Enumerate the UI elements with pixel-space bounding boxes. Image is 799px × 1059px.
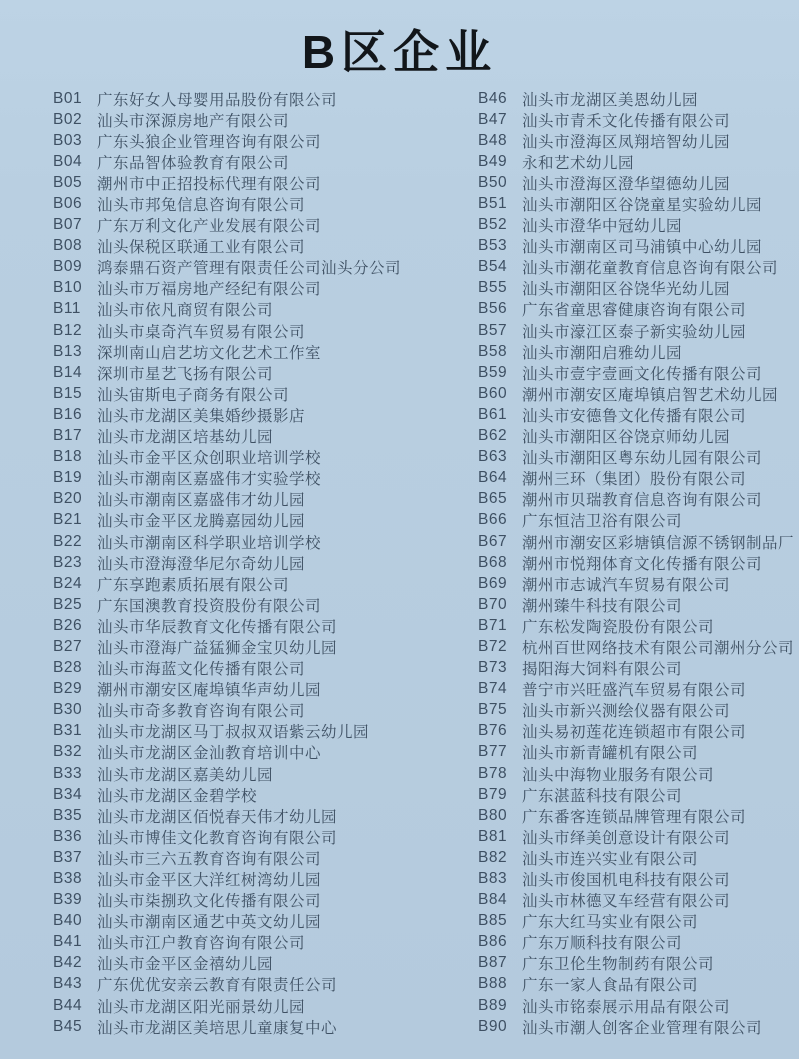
list-item [53,721,463,742]
list-item [53,531,463,552]
entry-id: B09 [53,258,83,276]
list-item [53,805,463,826]
entry-id: B77 [478,743,508,761]
entry-name: 汕头市潮南区嘉盛伟才实验学校 [97,471,322,489]
entry-id: B60 [478,384,508,402]
entry-name: 广东一家人食品有限公司 [522,977,699,995]
list-item [478,763,796,784]
entry-id: B34 [53,785,83,803]
list-item [478,489,796,510]
entry-id: B46 [478,89,508,107]
entry-id: B61 [478,405,508,423]
entry-id: B13 [53,342,83,360]
list-item [53,468,463,489]
entry-name: 汕头市濠江区泰子新实验幼儿园 [522,323,747,341]
entry-name: 汕头市绎美创意设计有限公司 [522,829,731,847]
list-item [478,193,796,214]
entry-id: B56 [478,300,508,318]
list-item [53,826,463,847]
list-item [53,426,463,447]
entry-name: 广东享跑素质拓展有限公司 [97,576,290,594]
list-item [53,847,463,868]
entry-id: B35 [53,806,83,824]
list-item [478,615,796,636]
entry-name: 汕头市龙湖区阳光丽景幼儿园 [97,998,306,1016]
entry-name: 潮州市中正招投标代理有限公司 [97,175,322,193]
list-item [53,573,463,594]
list-item [53,615,463,636]
entry-name: 汕头市潮阳区粤东幼儿园有限公司 [522,450,763,468]
entry-name: 汕头市潮人创客企业管理有限公司 [522,1019,763,1037]
entry-name: 深圳南山启艺坊文化艺术工作室 [97,344,322,362]
enterprise-column-left [53,88,463,1037]
entry-name: 汕头市龙湖区美恩幼儿园 [522,91,699,109]
list-item [53,193,463,214]
entry-name: 汕头市澄海澄华尼尔奇幼儿园 [97,555,306,573]
list-item [53,932,463,953]
list-item [478,215,796,236]
entry-id: B27 [53,637,83,655]
list-item [53,362,463,383]
entry-id: B53 [478,237,508,255]
list-item [53,552,463,573]
list-item [53,890,463,911]
entry-id: B78 [478,764,508,782]
entry-id: B23 [53,553,83,571]
entry-name: 汕头市潮南区科学职业培训学校 [97,534,322,552]
entry-name: 汕头市龙湖区马丁叔叔双语紫云幼儿园 [97,724,370,742]
list-item [53,130,463,151]
list-item [478,383,796,404]
entry-id: B40 [53,912,83,930]
entry-name: 汕头易初莲花连锁超市有限公司 [522,724,747,742]
entry-name: 汕头市金平区龙腾嘉园幼儿园 [97,513,306,531]
entry-name: 汕头市潮阳区谷饶京师幼儿园 [522,429,731,447]
list-item [478,531,796,552]
entry-id: B52 [478,216,508,234]
entry-name: 汕头市潮南区司马浦镇中心幼儿园 [522,239,763,257]
list-item [53,383,463,404]
entry-name: 广东好女人母婴用品股份有限公司 [97,91,338,109]
entry-name: 汕头市新兴测绘仪器有限公司 [522,703,731,721]
entry-id: B44 [53,996,83,1014]
list-item [53,320,463,341]
list-item [478,594,796,615]
list-item [53,215,463,236]
list-item [53,299,463,320]
entry-name: 汕头市江户教育咨询有限公司 [97,935,306,953]
entry-id: B03 [53,131,83,149]
entry-name: 汕头市邦兔信息咨询有限公司 [97,197,306,215]
list-item [53,868,463,889]
entry-id: B42 [53,954,83,972]
list-item [53,995,463,1016]
entry-name: 汕头市金平区众创职业培训学校 [97,450,322,468]
entry-name: 汕头市龙湖区金碧学校 [97,787,258,805]
entry-id: B45 [53,1017,83,1035]
entry-name: 汕头市潮阳启雅幼儿园 [522,344,683,362]
entry-id: B64 [478,469,508,487]
list-item [478,151,796,172]
list-item [53,742,463,763]
entry-name: 汕头市金平区金禧幼儿园 [97,956,274,974]
list-item [53,763,463,784]
list-item [478,826,796,847]
list-item [53,151,463,172]
entry-id: B07 [53,216,83,234]
list-item [53,700,463,721]
entry-id: B48 [478,131,508,149]
list-item [53,109,463,130]
list-item [478,890,796,911]
entry-name: 广东卫伦生物制药有限公司 [522,956,715,974]
entry-name: 汕头市三六五教育咨询有限公司 [97,850,322,868]
entry-id: B54 [478,258,508,276]
entry-name: 汕头市澄海区凤翔培智幼儿园 [522,133,731,151]
entry-name: 汕头市潮花童教育信息咨询有限公司 [522,260,779,278]
entry-name: 广东湛蓝科技有限公司 [522,787,683,805]
entry-name: 汕头市依凡商贸有限公司 [97,302,274,320]
list-item [53,236,463,257]
entry-name: 深圳市星艺飞扬有限公司 [97,365,274,383]
list-item [53,974,463,995]
entry-id: B39 [53,891,83,909]
list-item [478,552,796,573]
list-item [478,847,796,868]
entry-id: B21 [53,511,83,529]
list-item [478,299,796,320]
entry-name: 广东头狼企业管理咨询有限公司 [97,133,322,151]
list-item [478,236,796,257]
list-item [53,953,463,974]
entry-id: B83 [478,870,508,888]
list-item [478,468,796,489]
entry-name: 汕头保税区联通工业有限公司 [97,239,306,257]
entry-id: B69 [478,574,508,592]
entry-id: B41 [53,933,83,951]
list-item [478,341,796,362]
entry-id: B70 [478,595,508,613]
entry-name: 揭阳海大饲料有限公司 [522,661,683,679]
enterprise-column-right [478,88,796,1037]
list-item [478,320,796,341]
entry-name: 广东万利文化产业发展有限公司 [97,218,322,236]
list-item [478,257,796,278]
list-item [478,868,796,889]
entry-name: 永和艺术幼儿园 [522,154,635,172]
entry-name: 潮州市志诚汽车贸易有限公司 [522,576,731,594]
list-item [478,911,796,932]
entry-name: 汕头市潮南区通艺中英文幼儿园 [97,914,322,932]
list-item [478,109,796,130]
entry-name: 汕头市奇多教育咨询有限公司 [97,703,306,721]
entry-id: B73 [478,659,508,677]
entry-name: 汕头市澄海区澄华望德幼儿园 [522,175,731,193]
list-item [53,510,463,531]
entry-name: 汕头市新青罐机有限公司 [522,745,699,763]
entry-id: B05 [53,173,83,191]
entry-id: B62 [478,427,508,445]
entry-name: 广东品智体验教育有限公司 [97,154,290,172]
entry-id: B89 [478,996,508,1014]
entry-id: B88 [478,975,508,993]
entry-id: B50 [478,173,508,191]
entry-name: 汕头中海物业服务有限公司 [522,766,715,784]
list-item [478,362,796,383]
list-item [478,742,796,763]
entry-name: 汕头市华辰教育文化传播有限公司 [97,618,338,636]
entry-id: B15 [53,384,83,402]
entry-id: B29 [53,680,83,698]
entry-id: B58 [478,342,508,360]
list-item [478,679,796,700]
entry-name: 汕头市海蓝文化传播有限公司 [97,661,306,679]
list-item [478,573,796,594]
page-title: B区企业 [301,26,498,78]
entry-id: B74 [478,680,508,698]
entry-id: B18 [53,448,83,466]
entry-id: B08 [53,237,83,255]
list-item [53,1016,463,1037]
list-item [53,278,463,299]
entry-id: B80 [478,806,508,824]
list-item [478,404,796,425]
entry-id: B04 [53,152,83,170]
entry-name: 汕头市青禾文化传播有限公司 [522,112,731,130]
entry-name: 广东番客连锁品牌管理有限公司 [522,808,747,826]
entry-name: 广东万顺科技有限公司 [522,935,683,953]
entry-name: 汕头市林德叉车经营有限公司 [522,893,731,911]
entry-id: B01 [53,89,83,107]
entry-id: B87 [478,954,508,972]
entry-name: 汕头市万福房地产经纪有限公司 [97,281,322,299]
list-item [478,805,796,826]
list-item [478,995,796,1016]
list-item [478,278,796,299]
entry-name: 潮州三环（集团）股份有限公司 [522,471,747,489]
list-item [478,510,796,531]
entry-name: 汕头市龙湖区培基幼儿园 [97,429,274,447]
entry-id: B30 [53,701,83,719]
list-item [478,721,796,742]
entry-id: B76 [478,722,508,740]
entry-id: B33 [53,764,83,782]
entry-name: 汕头市龙湖区嘉美幼儿园 [97,766,274,784]
entry-id: B59 [478,363,508,381]
list-item [478,658,796,679]
entry-name: 杭州百世网络技术有限公司潮州分公司 [522,639,795,657]
entry-name: 汕头市桌奇汽车贸易有限公司 [97,323,306,341]
list-item [478,1016,796,1037]
entry-id: B66 [478,511,508,529]
entry-name: 广东国澳教育投资股份有限公司 [97,597,322,615]
list-item [478,636,796,657]
list-item [53,404,463,425]
list-item [53,172,463,193]
list-item [53,447,463,468]
entry-id: B02 [53,110,83,128]
entry-name: 潮州市悦翔体育文化传播有限公司 [522,555,763,573]
entry-name: 潮州臻牛科技有限公司 [522,597,683,615]
entry-name: 汕头市壹宇壹画文化传播有限公司 [522,365,763,383]
entry-id: B43 [53,975,83,993]
entry-id: B14 [53,363,83,381]
entry-id: B36 [53,827,83,845]
entry-name: 汕头市龙湖区佰悦春天伟才幼儿园 [97,808,338,826]
list-item [478,953,796,974]
entry-name: 广东松发陶瓷股份有限公司 [522,618,715,636]
entry-id: B72 [478,637,508,655]
entry-id: B12 [53,321,83,339]
list-item [478,974,796,995]
entry-id: B85 [478,912,508,930]
entry-id: B82 [478,848,508,866]
entry-id: B51 [478,195,508,213]
entry-id: B31 [53,722,83,740]
entry-name: 广东恒洁卫浴有限公司 [522,513,683,531]
entry-name: 鸿泰鼎石资产管理有限责任公司汕头分公司 [97,260,402,278]
entry-name: 汕头市潮南区嘉盛伟才幼儿园 [97,492,306,510]
entry-id: B55 [478,279,508,297]
entry-name: 广东省童思睿健康咨询有限公司 [522,302,747,320]
entry-id: B67 [478,532,508,550]
entry-id: B65 [478,490,508,508]
entry-id: B47 [478,110,508,128]
entry-name: 汕头市潮阳区谷饶童星实验幼儿园 [522,197,763,215]
entry-id: B11 [53,300,81,318]
entry-name: 汕头市博佳文化教育咨询有限公司 [97,829,338,847]
entry-id: B20 [53,490,83,508]
entry-name: 汕头市龙湖区美培思儿童康复中心 [97,1019,338,1037]
entry-id: B84 [478,891,508,909]
list-item [53,88,463,109]
entry-name: 汕头市澄海广益猛狮金宝贝幼儿园 [97,639,338,657]
list-item [478,88,796,109]
list-item [478,426,796,447]
entry-name: 潮州市潮安区彩塘镇信源不锈钢制品厂 [522,534,795,552]
entry-name: 广东优优安亲云教育有限责任公司 [97,977,338,995]
list-item [478,447,796,468]
list-item [53,658,463,679]
entry-name: 汕头市潮阳区谷饶华光幼儿园 [522,281,731,299]
entry-name: 汕头市澄华中冠幼儿园 [522,218,683,236]
list-item [53,784,463,805]
entry-id: B68 [478,553,508,571]
list-item [478,784,796,805]
entry-name: 汕头市金平区大洋红树湾幼儿园 [97,872,322,890]
entry-id: B79 [478,785,508,803]
entry-id: B17 [53,427,83,445]
list-item [53,679,463,700]
entry-name: 汕头市铭泰展示用品有限公司 [522,998,731,1016]
entry-name: 汕头市深源房地产有限公司 [97,112,290,130]
entry-name: 潮州市潮安区庵埠镇启智艺术幼儿园 [522,386,779,404]
entry-id: B06 [53,195,83,213]
entry-id: B63 [478,448,508,466]
entry-name: 汕头市安德鲁文化传播有限公司 [522,407,747,425]
entry-name: 潮州市贝瑞教育信息咨询有限公司 [522,492,763,510]
entry-id: B25 [53,595,83,613]
list-item [53,489,463,510]
entry-id: B19 [53,469,83,487]
list-item [53,341,463,362]
entry-id: B86 [478,933,508,951]
entry-id: B10 [53,279,83,297]
list-item [478,130,796,151]
list-item [53,257,463,278]
list-item [478,172,796,193]
entry-name: 汕头市连兴实业有限公司 [522,850,699,868]
entry-id: B22 [53,532,83,550]
entry-id: B49 [478,152,508,170]
entry-id: B24 [53,574,83,592]
entry-id: B37 [53,848,83,866]
entry-id: B28 [53,659,83,677]
entry-name: 潮州市潮安区庵埠镇华声幼儿园 [97,682,322,700]
list-item [478,700,796,721]
entry-id: B57 [478,321,508,339]
entry-name: 普宁市兴旺盛汽车贸易有限公司 [522,682,747,700]
entry-id: B71 [478,616,508,634]
list-item [53,594,463,615]
entry-name: 汕头市柒捌玖文化传播有限公司 [97,893,322,911]
entry-id: B16 [53,405,83,423]
entry-name: 汕头宙斯电子商务有限公司 [97,386,290,404]
entry-name: 汕头市俊国机电科技有限公司 [522,872,731,890]
entry-id: B90 [478,1017,508,1035]
entry-id: B32 [53,743,83,761]
list-item [53,636,463,657]
list-item [53,911,463,932]
entry-name: 汕头市龙湖区金汕教育培训中心 [97,745,322,763]
list-item [478,932,796,953]
entry-id: B75 [478,701,508,719]
entry-id: B38 [53,870,83,888]
entry-id: B81 [478,827,508,845]
entry-name: 广东大红马实业有限公司 [522,914,699,932]
entry-id: B26 [53,616,83,634]
entry-name: 汕头市龙湖区美集婚纱摄影店 [97,407,306,425]
